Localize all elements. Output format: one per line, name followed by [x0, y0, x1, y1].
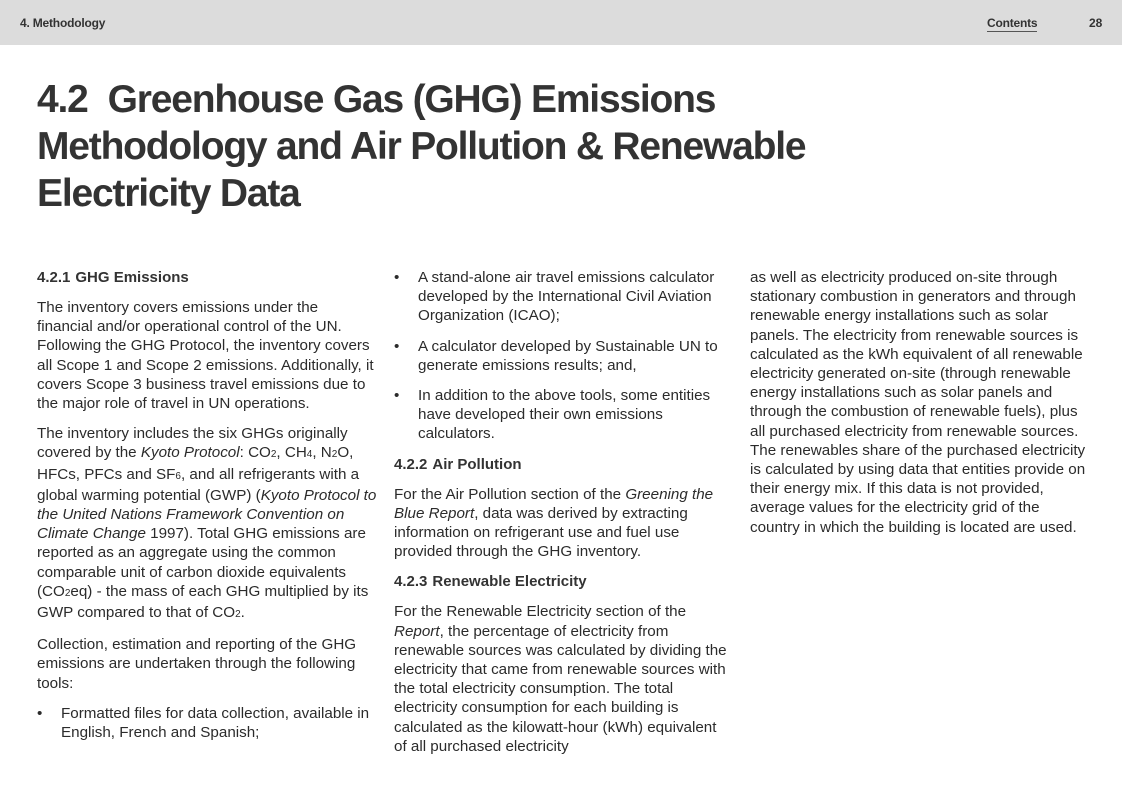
ghg-heading-text: GHG Emissions: [75, 269, 189, 286]
title-line-1: Greenhouse Gas (GHG) Emissions: [107, 78, 716, 121]
ghg-paragraph-3: Collection, estimation and reporting of the GHG emissions are undertaken through the following tools:: [37, 636, 357, 692]
bullet-icon: •: [394, 337, 400, 355]
ghg-p2-text-h: eq) - the mass of each GHG multiplied by its GWP compared to that of CO: [37, 582, 369, 622]
ghg-p2-text-f: , and all refrigerants with a global warming potential (GWP) (: [37, 465, 360, 504]
ghg-p2-text-a: The inventory includes the six GHGs originally covered by the: [37, 425, 348, 462]
list-item-text: A stand-alone air travel emissions calculator developed by the International Civil Aviation Organization (ICAO);: [418, 269, 715, 325]
renewable-paragraph-continued: as well as electricity produced on-site through stationary combustion in generators and through renewable energy installations such as solar panels. The electricity from renewable sources is calculated as the kWh equivalent of all renewable electricity generated on-site (through renewable energy installations such as solar panels and through the combustion of renewable fuels), plus all purchased electricity from renewable sources. The renewables share of the purchased electricity is calculated by using data that entities provide on their energy mix. If this data is not provided, average values for the electricity grid of the country in which the building is located are used.: [750, 269, 1086, 536]
tools-list: [37, 704, 377, 742]
renewable-text-a: For the Renewable Electricity section of the: [394, 603, 687, 621]
list-item-text: In addition to the above tools, some entities have developed their own emissions calculators.: [418, 387, 711, 443]
list-item-text: Formatted files for data collection, available in English, French and Spanish;: [61, 704, 370, 742]
ghg-p2-sub-d: 6: [175, 470, 181, 482]
list-item: [394, 386, 732, 444]
list-item-text: A calculator developed by Sustainable UN to generate emissions results; and,: [418, 337, 718, 374]
air-report-title: Greening the Blue Report: [394, 485, 714, 522]
air-heading-text: Air Pollution: [432, 455, 522, 473]
air-heading-number: 4.2.2: [394, 455, 428, 473]
ghg-p2-text-d: , N: [312, 444, 332, 462]
air-text-b: , data was derived by extracting information on refrigerant use and fuel use provided through the GHG inventory.: [394, 504, 688, 561]
contents-link[interactable]: Contents: [987, 16, 1038, 30]
title-line-3: Electricity Data: [37, 172, 300, 215]
page-title: [37, 76, 837, 217]
ghg-p2-kyoto: Kyoto Protocol: [140, 444, 240, 462]
ghg-p2-text-c: , CH: [276, 444, 307, 462]
renewable-text-b: , the percentage of electricity from renewable sources was calculated by dividing the electricity that came from renewable sources with the total electricity consumption. The total electricity consumption for each building is calculated as the kilowatt-hour (kWh) equivalent of all purchased electricity: [394, 622, 727, 755]
air-text-a: For the Air Pollution section of the: [394, 485, 626, 503]
page-header: [0, 0, 1122, 45]
renewable-report-word: Report: [394, 622, 440, 640]
ghg-p2-text-b: : CO: [239, 444, 271, 462]
renewable-heading-number: 4.2.3: [394, 573, 428, 591]
ghg-paragraph-2: [37, 424, 377, 624]
ghg-p2-sub-e: 2: [64, 587, 71, 599]
title-number: 4.2: [37, 78, 88, 121]
renewable-heading: [394, 572, 732, 591]
bullet-icon: •: [37, 704, 43, 722]
list-item: [394, 268, 732, 326]
section-label: 4. Methodology: [20, 16, 106, 30]
list-item: [37, 704, 377, 742]
ghg-p2-sub-b: 4: [306, 449, 313, 461]
tools-list-continued: [394, 268, 732, 444]
renewable-heading-text: Renewable Electricity: [432, 573, 587, 591]
ghg-paragraph-1: The inventory covers emissions under the financial and/or operational control of the UN. Following the GHG Protocol, the inventory covers all Scope 1 and Scope 2 emissions. Additionally, it covers Scope 3 business travel emissions due to the major role of travel in UN operations.: [37, 299, 374, 413]
bullet-icon: •: [394, 269, 400, 286]
ghg-p2-text-g: 1997). Total GHG emissions are reported as an aggregate using the common comparable unit of carbon dioxide equivalents (CO: [37, 525, 366, 600]
list-item: [394, 337, 732, 375]
column-2: [394, 268, 732, 767]
ghg-p2-citation: Kyoto Protocol to the United Nations Framework Convention on Climate Change: [37, 486, 377, 543]
ghg-p2-text-i: .: [240, 604, 245, 622]
column-1: [37, 268, 377, 753]
ghg-heading-number: 4.2.1: [37, 269, 71, 286]
ghg-heading: [37, 268, 377, 287]
air-pollution-paragraph: [394, 485, 732, 562]
bullet-icon: •: [394, 387, 400, 405]
ghg-p2-sub-a: 2: [270, 449, 277, 461]
renewable-paragraph: [394, 602, 732, 756]
page-number: 28: [1089, 16, 1103, 30]
column-3: [750, 268, 1090, 548]
air-pollution-heading: [394, 455, 732, 474]
ghg-p2-sub-f: 2: [235, 609, 241, 621]
ghg-p2-text-e: O, HFCs, PFCs and SF: [37, 444, 354, 483]
ghg-p2-sub-c: 2: [331, 449, 338, 461]
title-line-2: Methodology and Air Pollution & Renewable: [37, 125, 806, 168]
